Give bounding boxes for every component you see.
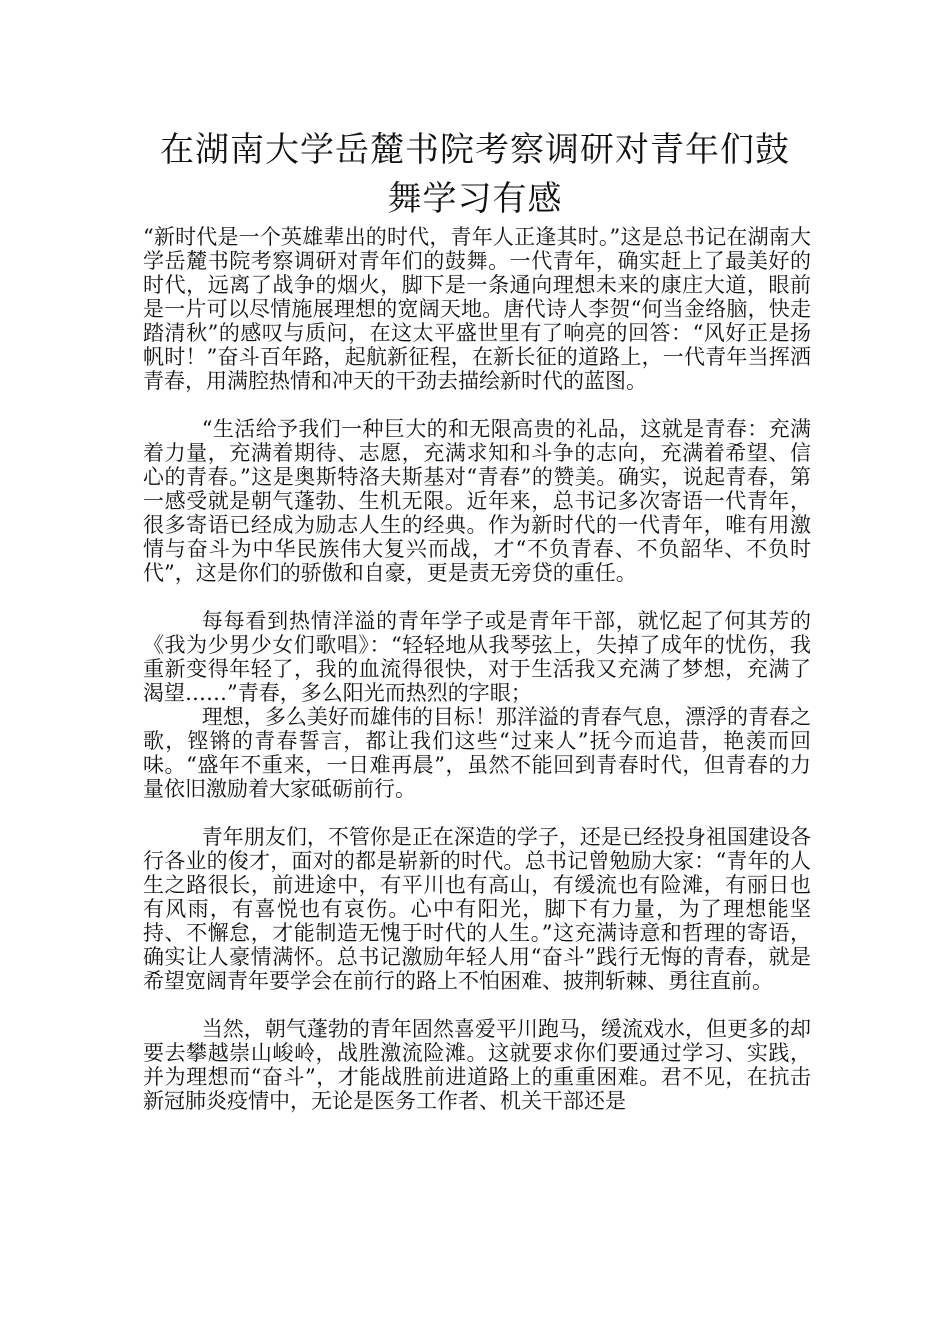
paragraph-5: 青年朋友们，不管你是正在深造的学子，还是已经投身祖国建设各行各业的俊才，面对的都是崭新的时代。总书记曾勉励大家：“青年的人生之路很长，前进途中，有平川也有高山，有缓流也有险滩，有丽日也有风雨，有喜悦也有哀伤。心中有阳光，脚下有力量，为了理想能坚持、不懈怠，才能制造无愧于时代的人生。”这充满诗意和哲理的寄语，确实让人豪情满怀。总书记激励年轻人用“奋斗”践行无悔的青春，就是希望宽阔青年要学会在前行的路上不怕困难、披荆斩棘、勇往直前。	[143, 825, 811, 993]
title-line-2: 舞学习有感	[387, 179, 563, 219]
document-title	[140, 126, 810, 224]
paragraph-6: 当然，朝气蓬勃的青年固然喜爱平川跑马，缓流戏水，但更多的却要去攀越崇山峻岭，战胜激流险滩。这就要求你们要通过学习、实践，并为理想而“奋斗”，才能战胜前进道路上的重重困难。君不见，在抗击新冠肺炎疫情中，无论是医务工作者、机关干部还是	[143, 1017, 811, 1113]
paragraph-gap	[143, 393, 811, 417]
paragraph-gap	[143, 801, 811, 825]
paragraph-gap	[143, 993, 811, 1017]
paragraph-gap	[143, 585, 811, 609]
paragraph-2: “生活给予我们一种巨大的和无限高贵的礼品，这就是青春：充满着力量，充满着期待、志愿，充满求知和斗争的志向，充满着希望、信心的青春。”这是奥斯特洛夫斯基对“青春”的赞美。确实，说起青春，第一感受就是朝气蓬勃、生机无限。近年来，总书记多次寄语一代青年，很多寄语已经成为励志人生的经典。作为新时代的一代青年，唯有用激情与奋斗为中华民族伟大复兴而战，才“不负青春、不负韶华、不负时代”，这是你们的骄傲和自豪，更是责无旁贷的重任。	[143, 417, 811, 585]
document-body	[143, 225, 811, 1113]
paragraph-1: “新时代是一个英雄辈出的时代，青年人正逢其时。”这是总书记在湖南大学岳麓书院考察调研对青年们的鼓舞。一代青年，确实赶上了最美好的时代，远离了战争的烟火，脚下是一条通向理想未来的康庄大道，眼前是一片可以尽情施展理想的宽阔天地。唐代诗人李贺“何当金络脑，快走踏清秋”的感叹与质问，在这太平盛世里有了响亮的回答：“风好正是扬帆时！”奋斗百年路，起航新征程，在新长征的道路上，一代青年当挥洒青春，用满腔热情和冲天的干劲去描绘新时代的蓝图。	[143, 225, 811, 393]
title-line-1: 在湖南大学岳麓书院考察调研对青年们鼓	[160, 130, 790, 170]
paragraph-4: 理想，多么美好而雄伟的目标！那洋溢的青春气息，漂浮的青春之歌，铿锵的青春誓言，都让我们这些“过来人”抚今而追昔，艳羡而回味。“盛年不重来，一日难再晨”，虽然不能回到青春时代，但青春的力量依旧激励着大家砥砺前行。	[143, 705, 811, 801]
paragraph-3: 每每看到热情洋溢的青年学子或是青年干部，就忆起了何其芳的《我为少男少女们歌唱》：“轻轻地从我琴弦上，失掉了成年的忧伤，我重新变得年轻了，我的血流得很快，对于生活我又充满了梦想，充满了渴望……”青春，多么阳光而热烈的字眼；	[143, 609, 811, 705]
